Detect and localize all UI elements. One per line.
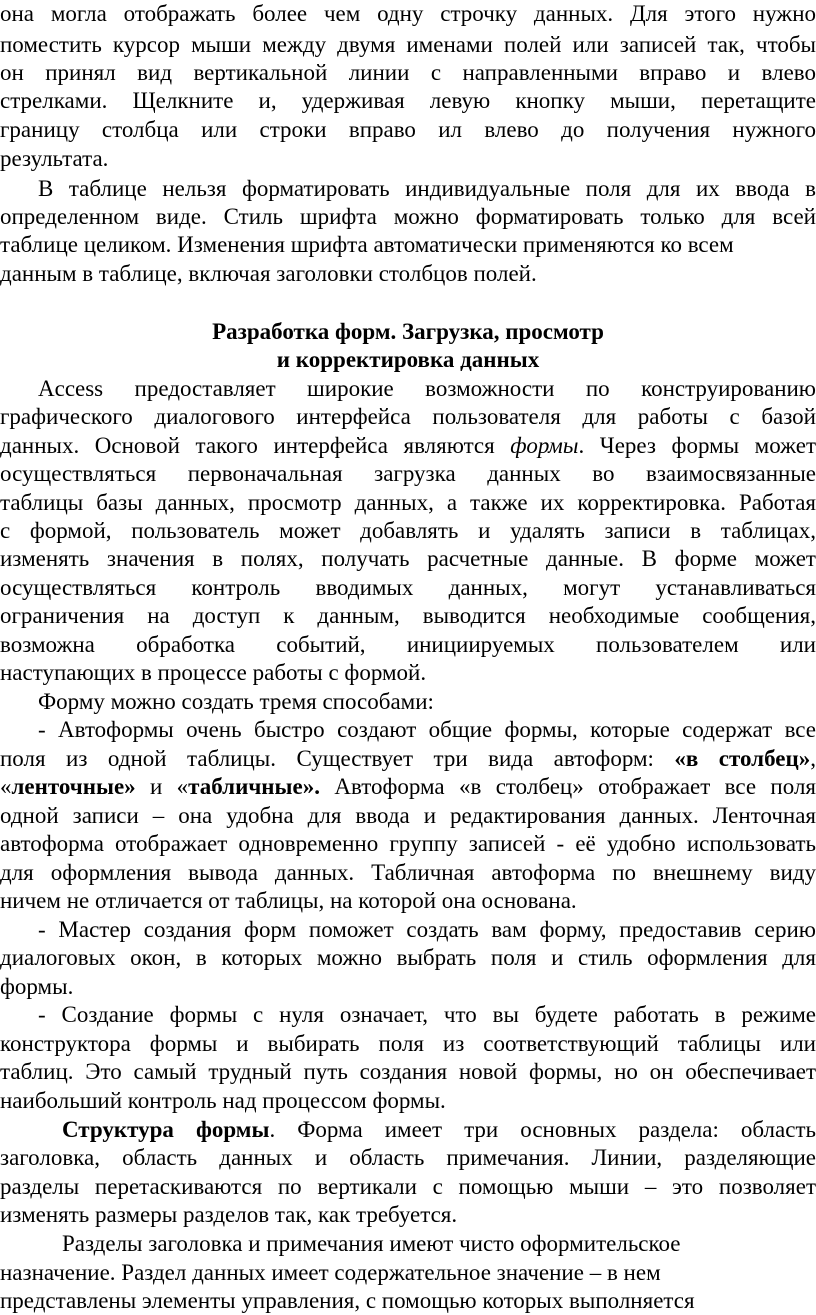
text-line: границу столбца или строки вправо ил влево до получения нужного [0, 117, 816, 142]
text-line: разделы перетаскиваются по вертикали с помощью мыши – это позволяет [0, 1174, 816, 1199]
text-line [0, 432, 816, 459]
text-line: возможна обработка событий, инициируемых пользователем или [0, 632, 816, 657]
text-line: таблицы базы данных, просмотр данных, а также их корректировка. Работая [0, 490, 816, 515]
text-span: данных. Основой такого интерфейса являются [0, 433, 511, 458]
text-line: Access предоставляет широкие возможности по конструированию [38, 376, 816, 401]
text-line: изменять значения в полях, получать расчетные данные. В форме может [0, 546, 816, 571]
text-line [0, 745, 816, 772]
text-line: заголовка, область данных и область примечания. Линии, разделяющие [0, 1145, 816, 1170]
text-line: для оформления вывода данных. Табличная автоформа по внешнему виду [0, 860, 816, 885]
text-span: . Через формы может [578, 433, 816, 458]
text-line: - Автоформы очень быстро создают общие формы, которые содержат все [38, 717, 816, 742]
text-line: данным в таблице, включая заголовки столбцов полей. [0, 261, 537, 286]
text-line: с формой, пользователь может добавлять и удалять записи в таблицах, [0, 518, 816, 543]
bold-term: табличные». [188, 774, 320, 799]
section-heading: Разработка форм. Загрузка, просмотр [212, 319, 604, 344]
text-line: ничем не отличается от таблицы, на которой она основана. [0, 888, 577, 913]
italic-term: формы [510, 433, 579, 458]
text-span: « [0, 774, 12, 799]
text-line: - Мастер создания форм поможет создать вам форму, предоставив серию [38, 917, 816, 942]
text-line: Разделы заголовка и примечания имеют чисто оформительское [62, 1231, 681, 1256]
text-span: поля из одной таблицы. Существует три вида автоформ: [0, 746, 675, 771]
text-line: графического диалогового интерфейса пользователя для работы с базой [0, 404, 816, 429]
text-line: он принял вид вертикальной линии с направленными вправо и влево [0, 60, 816, 85]
text-line: автоформа отображает одновременно группу записей - её удобно использовать [0, 831, 816, 856]
text-line: стрелками. Щелкните и, удерживая левую кнопку мыши, перетащите [0, 88, 816, 113]
bold-term: «в столбец» [674, 746, 811, 771]
text-span: Автоформа «в столбец» отображает все поля [319, 774, 816, 799]
text-line: одной записи – она удобна для ввода и редактирования данных. Ленточная [0, 803, 816, 828]
text-line: результата. [0, 146, 109, 171]
text-line: диалоговых окон, в которых можно выбрать поля и стиль оформления для [0, 945, 816, 970]
text-line: осуществляться первоначальная загрузка данных во взаимосвязанные [0, 461, 816, 486]
bold-term: ленточные» [11, 774, 136, 799]
text-line: - Создание формы с нуля означает, что вы будете работать в режиме [38, 1002, 816, 1027]
text-line: она могла отображать более чем одну строчку данных. Для этого нужно [0, 1, 816, 26]
text-line: таблиц. Это самый трудный путь создания новой формы, но он обеспечивает [0, 1059, 816, 1084]
text-line: наибольший контроль над процессом формы. [0, 1088, 446, 1113]
text-line: определенном виде. Стиль шрифта можно форматировать только для всей [0, 204, 816, 229]
text-line: изменять размеры разделов так, как требуется. [0, 1202, 458, 1227]
text-line: формы. [0, 974, 74, 999]
text-span: , [810, 746, 816, 771]
text-line [62, 1116, 816, 1143]
text-line: таблице целиком. Изменения шрифта автоматически применяются ко всем [0, 232, 734, 257]
text-line: Форму можно создать тремя способами: [38, 689, 434, 714]
text-line: наступающих в процессе работы с формой. [0, 660, 427, 685]
text-line [0, 773, 816, 800]
text-span: . Форма имеет три основных раздела: область [269, 1117, 816, 1142]
text-line: ограничения на доступ к данным, выводится необходимые сообщения, [0, 603, 816, 628]
text-span: и « [135, 774, 189, 799]
text-line: осуществляться контроль вводимых данных, могут устанавливаться [0, 575, 816, 600]
bold-term: Структура формы [62, 1117, 270, 1142]
text-line: назначение. Раздел данных имеет содержательное значение – в нем [0, 1260, 661, 1285]
section-heading: и корректировка данных [276, 347, 540, 372]
text-line: поместить курсор мыши между двумя именами полей или записей так, чтобы [0, 32, 816, 57]
text-line: В таблице нельзя форматировать индивидуальные поля для их ввода в [38, 176, 816, 201]
text-line: конструктора формы и выбирать поля из соответствующий таблицы или [0, 1031, 816, 1056]
text-line: представлены элементы управления, с помощью которых выполняется [0, 1288, 695, 1313]
